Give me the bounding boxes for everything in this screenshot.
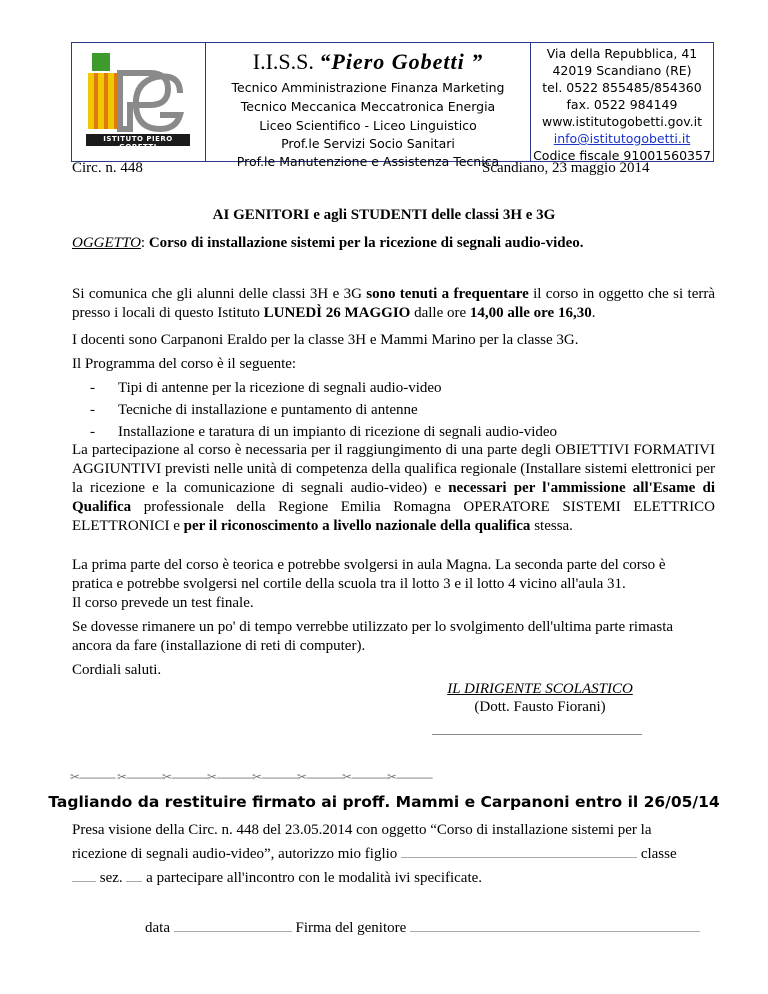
address-line: 42019 Scandiano (RE) bbox=[552, 63, 692, 78]
class-field[interactable] bbox=[72, 867, 96, 882]
course-line: Prof.le Manutenzione e Assistenza Tecnica bbox=[236, 154, 500, 169]
course-line: Tecnico Meccanica Meccatronica Energia bbox=[240, 99, 496, 114]
logo-text: ISTITUTO PIERO GOBETTI bbox=[103, 135, 173, 151]
phone-line: tel. 0522 855485/854360 bbox=[542, 80, 702, 95]
fax-line: fax. 0522 984149 bbox=[566, 97, 678, 112]
fiscal-code: Codice fiscale 91001560357 bbox=[533, 148, 711, 163]
course-line: Liceo Scientifico - Liceo Linguistico bbox=[259, 118, 477, 133]
form-line-3: sez. a partecipare all'incontro con le modalità ivi specificate. bbox=[72, 867, 715, 888]
form-signature-row bbox=[145, 917, 700, 937]
subject-text: Corso di installazione sistemi per la ricezione di segnali audio-video. bbox=[148, 235, 584, 251]
greeting: Cordiali saluti. bbox=[72, 662, 162, 678]
list-item: - Installazione e taratura di un impianto di ricezione di segnali audio-video bbox=[90, 424, 558, 440]
date-field[interactable] bbox=[174, 917, 292, 932]
form-line-1: Presa visione della Circ. n. 448 del 23.05.2014 con oggetto “Corso di installazione sistemi per la bbox=[72, 822, 652, 838]
signature-line bbox=[432, 734, 642, 735]
subject-label: OGGETTO bbox=[72, 235, 141, 251]
paragraph-attendance: Si comunica che gli alunni delle classi 3H e 3G sono tenuti a frequentare il corso in oggetto che si terrà presso i locali di questo Istituto LUNEDÌ 26 MAGGIO dalle ore 14,00 alle ore 16,30. bbox=[72, 286, 715, 321]
logo-cell bbox=[72, 43, 206, 161]
paragraph-course-parts: La prima parte del corso è teorica e potrebbe svolgersi in aula Magna. La seconda parte del corso è pratica e potrebbe svolgersi nel cortile della scuola tra il lotto 3 e il lotto 4 vicino all'aula 31. Il corso prevede un test finale. bbox=[72, 557, 666, 611]
course-line: Tecnico Amministrazione Finanza Marketing bbox=[231, 80, 505, 95]
address-line: Via della Repubblica, 41 bbox=[546, 46, 698, 61]
course-line: Prof.le Servizi Socio Sanitari bbox=[281, 136, 455, 151]
paragraph-teachers: I docenti sono Carpanoni Eraldo per la classe 3H e Mammi Marino per la classe 3G. bbox=[72, 332, 579, 348]
contact-cell bbox=[531, 43, 713, 161]
paragraph-program-intro: Il Programma del corso è il seguente: bbox=[72, 356, 297, 372]
list-item: - Tecniche di installazione e puntamento di antenne bbox=[90, 402, 418, 418]
scissors-cut-line: ✂------------ ✂------------✂------------✂------------✂------------✂------------✂------------✂------------ bbox=[70, 770, 433, 782]
recipients-heading: AI GENITORI e agli STUDENTI delle classi 3H e 3G bbox=[212, 207, 556, 223]
subject-line: OGGETTO: Corso di installazione sistemi per la ricezione di segnali audio-video. bbox=[72, 235, 584, 251]
parent-signature-field[interactable] bbox=[410, 917, 700, 932]
school-info-cell bbox=[206, 43, 531, 169]
website-line: www.istitutogobetti.gov.it bbox=[541, 114, 703, 129]
signature-title: IL DIRIGENTE SCOLASTICO bbox=[447, 681, 633, 697]
date-line: Scandiano, 23 maggio 2014 bbox=[482, 160, 650, 176]
form-line-2: ricezione di segnali audio-video”, autorizzo mio figlio classe bbox=[72, 843, 715, 864]
circular-number: Circ. n. 448 bbox=[72, 160, 143, 176]
section-field[interactable] bbox=[126, 867, 142, 882]
school-title: I.I.S.S. “Piero Gobetti ” bbox=[252, 49, 484, 74]
date-label: data bbox=[145, 920, 170, 936]
list-item: - Tipi di antenne per la ricezione di segnali audio-video bbox=[90, 380, 442, 396]
paragraph-extra-time: Se dovesse rimanere un po' di tempo verrebbe utilizzato per lo svolgimento dell'ultima parte rimasta ancora da fare (installazione di reti di computer). bbox=[72, 619, 674, 654]
child-name-field[interactable] bbox=[401, 843, 637, 858]
email-link[interactable]: info@istitutogobetti.it bbox=[553, 131, 691, 146]
paragraph-objectives: La partecipazione al corso è necessaria per il raggiungimento di una parte degli OBIETTIVI FORMATIVI AGGIUNTIVI previsti nelle unità di competenza della qualifica regionale (Installare sistemi elettronici per la ricezione e la comunicazione di segnali audio-video) e necessari per l'ammissione all'Esame di Qualifica professionale della Regione Emilia Romagna OPERATORE SISTEMI ELETTRICO ELETTRONICI e per il riconoscimento a livello nazionale della qualifica stessa. bbox=[72, 442, 715, 534]
return-slip-heading: Tagliando da restituire firmato ai proff. Mammi e Carpanoni entro il 26/05/14 bbox=[48, 793, 720, 811]
parent-signature-label: Firma del genitore bbox=[295, 920, 407, 936]
signature-name: (Dott. Fausto Fiorani) bbox=[474, 699, 606, 715]
